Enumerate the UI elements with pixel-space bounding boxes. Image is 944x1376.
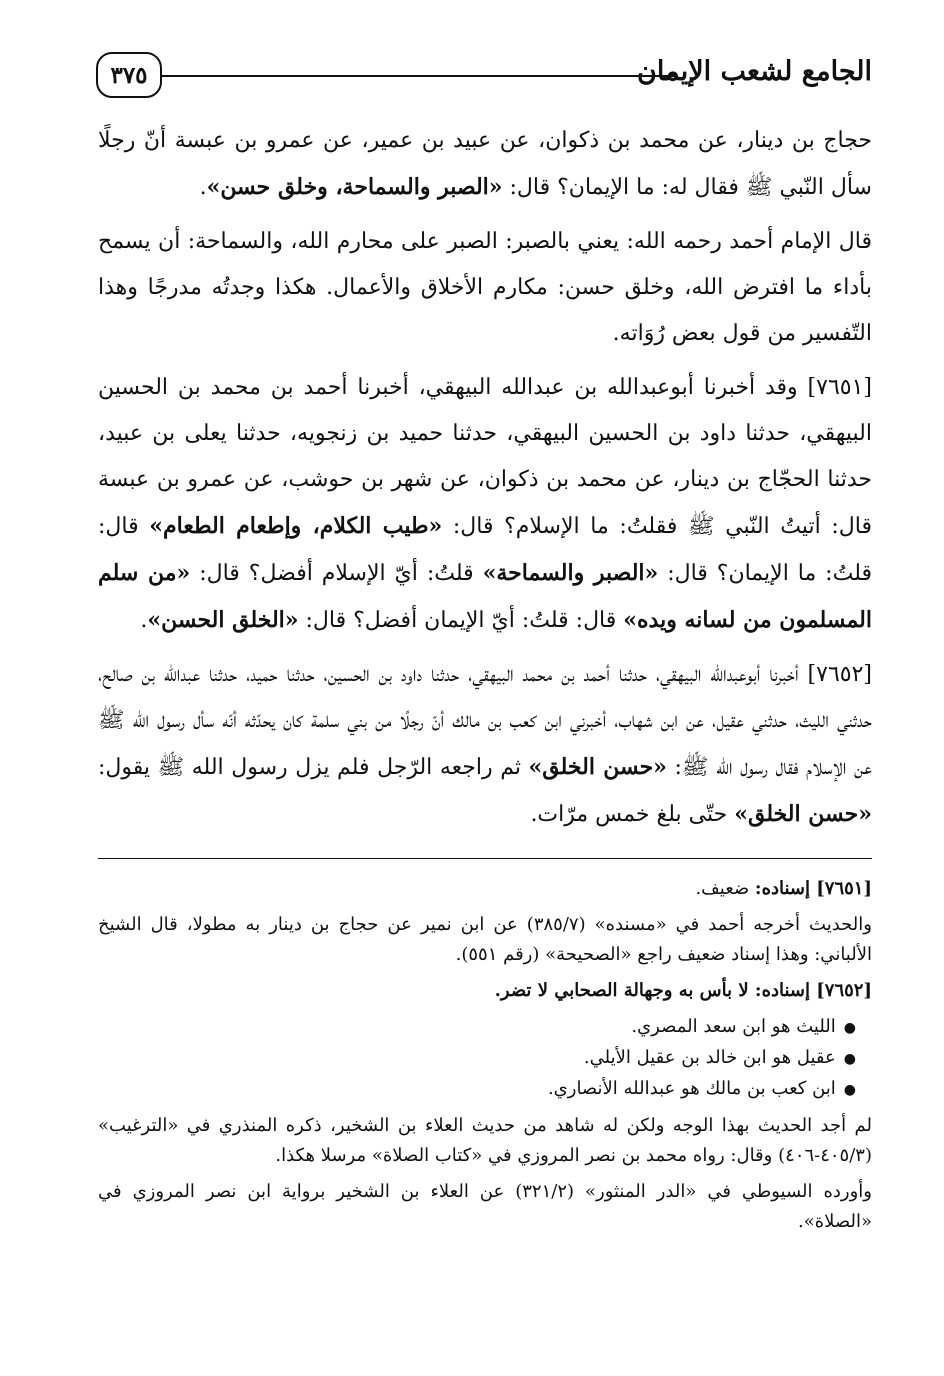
footnote-7652-text-2: وأورده السيوطي في «الدر المنثور» (٣٢١/٢) عن العلاء بن الشخير برواية ابن نصر المروزي في «الصلاة». <box>98 1181 872 1232</box>
bullet-icon: ● <box>843 1082 856 1098</box>
footnote-label: [٧٦٥١] إسناده: <box>754 878 872 899</box>
list-item <box>98 1074 856 1105</box>
footnote-divider <box>98 858 872 859</box>
footnotes <box>98 874 872 1243</box>
quote: «حسن الخلق» <box>734 801 872 827</box>
book-title: الجامع لشعب الإيمان <box>637 56 872 87</box>
footnote-grade: ضعيف. <box>695 878 755 899</box>
text: قال: قلتُ: أيّ الإيمان أفضل؟ قال: <box>298 608 624 633</box>
list-item <box>98 1012 856 1043</box>
text: . <box>199 175 207 200</box>
footnote-grade: لا بأس به وجهالة الصحابي لا تضر. <box>494 980 755 1001</box>
hadith-7651 <box>98 365 872 644</box>
text: [٧٦٥١] وقد أخبرنا أبوعبدالله بن عبدالله البيهقي، أخبرنا أحمد بن محمد بن الحسين البيهقي، حدثنا داود بن الحسين البيهقي، حدثنا حميد بن زنجويه، حدثنا يعلى بن عبيد، حدثنا الحجّاج بن دينار، عن محمد بن ذكوان، عن شهر بن حوشب، عن عمرو بن عبسة قال: أتيتُ النّبي ﷺ فقلتُ: ما الإسلام؟ قال: <box>98 375 873 539</box>
list-item-text: الليث هو ابن سعد المصري. <box>631 1016 836 1037</box>
list-item-text: ابن كعب بن مالك هو عبدالله الأنصاري. <box>547 1078 836 1099</box>
narrator-list <box>98 1012 872 1105</box>
list-item-text: عقيل هو ابن خالد بن عقيل الأيلي. <box>583 1047 836 1068</box>
hadith-7652 <box>98 652 872 838</box>
page-header <box>96 46 872 106</box>
quote: «حسن الخلق» <box>528 754 667 780</box>
bullet-icon: ● <box>843 1020 856 1036</box>
paragraph-1 <box>98 118 872 211</box>
paragraph-2: قال الإمام أحمد رحمه الله: يعني بالصبر: الصبر على محارم الله، والسماحة: أن يسمح بأداء ما افترض الله، وخلق حسن: مكارم الأخلاق والأعمال. هكذا وجدتُه مدرجًا وهذا التّفسير من قول بعض رُوَاته. <box>98 229 872 346</box>
text: [٧٦٥٢] أخبرنا أبوعبدالله البيهقي، حدثنا أحمد بن محمد البيهقي، حدثنا داود بن الحسين، حدثنا حميد، حدثنا عبدالله بن صالح، حدثني الليث، حدثني عقيل، عن ابن شهاب، أخبرني ابن كعب بن مالك أنّ رجلًا من بني سلمة كان يحدّثه أنّه سأل رسول الله ﷺ عن الإسلام فقال رسول الله ﷺ: <box>98 662 872 780</box>
text: قال: قلتُ: ما الإيمان؟ قال: <box>98 514 873 586</box>
footnote-7651-grade <box>98 874 872 904</box>
page-number: ٣٧٥ <box>96 52 162 98</box>
footnote-7651-text: والحديث أخرجه أحمد في «مسنده» (٣٨٥/٧) عن ابن نمير عن حجاج بن دينار به مطولا، قال الشيخ الألباني: وهذا إسناد ضعيف راجع «الصحيحة» (رقم ٥٥١). <box>98 914 872 965</box>
quote: «طيب الكلام، وإطعام الطعام» <box>149 513 443 539</box>
footnote-7652-text-1: لم أجد الحديث بهذا الوجه ولكن له شاهد من حديث العلاء بن الشخير، ذكره المنذري في «الترغيب» (٤٠٥/٣-٤٠٦) وقال: رواه محمد بن نصر المروزي في «كتاب الصلاة» مرسلا هكذا. <box>98 1115 872 1166</box>
text: . <box>140 608 148 633</box>
footnote-7652-grade <box>98 976 872 1006</box>
header-rule <box>162 75 676 77</box>
main-text <box>98 118 872 846</box>
quote: «من سلم المسلمون من لسانه ويده» <box>98 560 872 633</box>
text: ثم راجعه الرّجل فلم يزل رسول الله ﷺ يقول: <box>98 755 529 780</box>
text: حتّى بلغ خمس مرّات. <box>530 802 735 827</box>
quote: «الصبر والسماحة» <box>482 560 659 586</box>
quote: «الصبر والسماحة، وخلق حسن» <box>206 174 503 200</box>
quote: «الخلق الحسن» <box>147 607 299 633</box>
footnote-label: [٧٦٥٢] إسناده: <box>754 980 872 1001</box>
bullet-icon: ● <box>843 1051 856 1067</box>
list-item <box>98 1043 856 1074</box>
text: قلتُ: أيّ الإسلام أفضل؟ قال: <box>190 561 483 586</box>
text: حجاج بن دينار، عن محمد بن ذكوان، عن عبيد بن عمير، عن عمرو بن عبسة أنّ رجلًا سأل النّبي ﷺ فقال له: ما الإيمان؟ قال: <box>98 128 872 200</box>
